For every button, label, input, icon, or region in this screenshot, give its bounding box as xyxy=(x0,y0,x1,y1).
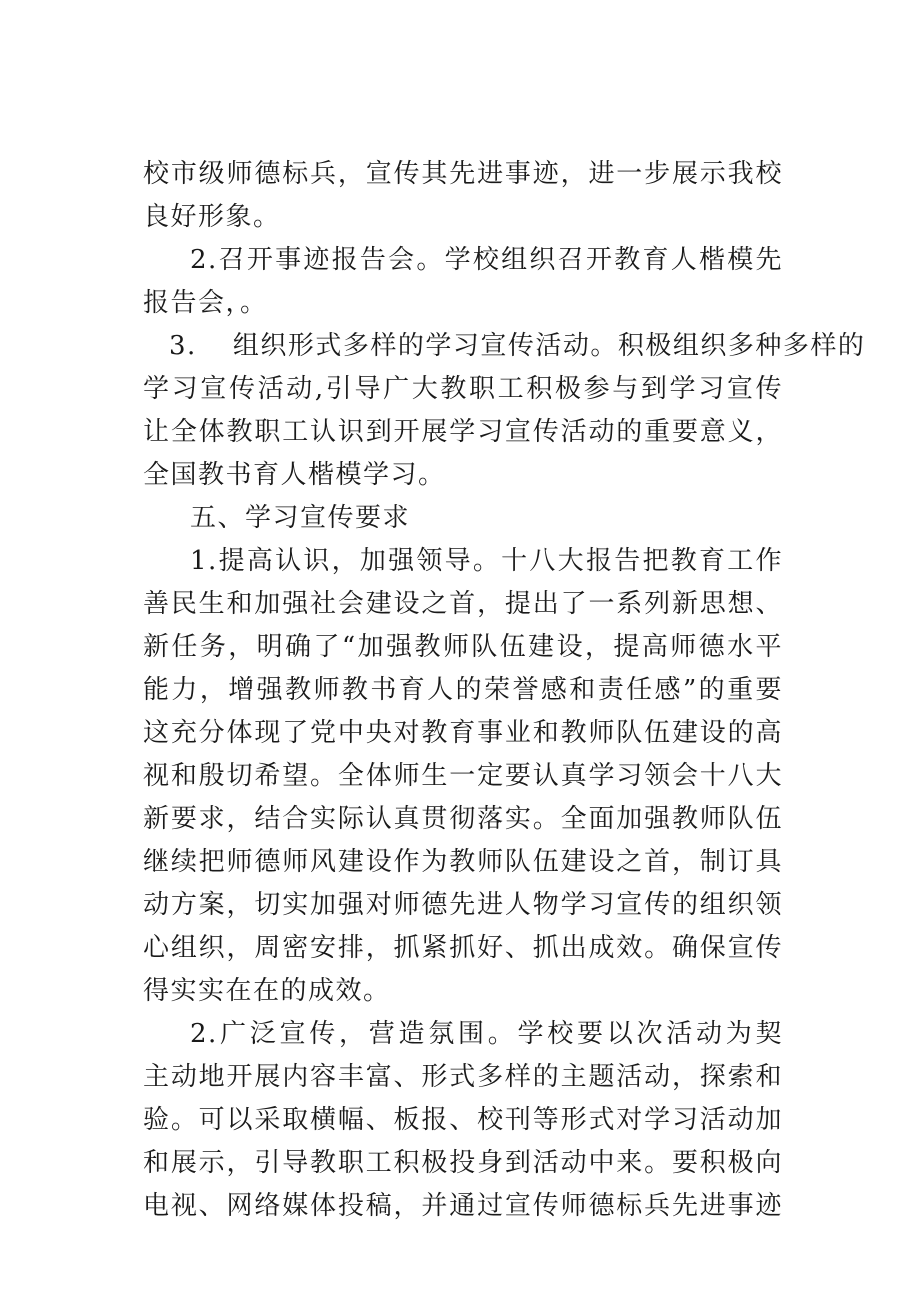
text-span: 组织形式多样的学习宣传活动。积极组织多种多样的 xyxy=(232,331,866,361)
text-line: 这充分体现了党中央对教育事业和教师队伍建设的高 xyxy=(143,718,783,748)
text-line: 2.召开事迹报告会。学校组织召开教育人楷模先 xyxy=(190,245,783,275)
text-line: 视和殷切希望。全体师生一定要认真学习领会十八大 xyxy=(143,761,783,791)
text-line: 能力，增强教师教书育人的荣誉感和责任感”的重要 xyxy=(143,675,783,705)
text-line: 电视、网络媒体投稿，并通过宣传师德标兵先进事迹 xyxy=(143,1191,783,1221)
heading-line: 五、学习宣传要求 xyxy=(190,503,411,533)
text-line: 和展示，引导教职工积极投身到活动中来。要积极向 xyxy=(143,1148,783,1178)
text-line: 得实实在在的成效。 xyxy=(143,976,391,1006)
text-line: 新要求，结合实际认真贯彻落实。全面加强教师队伍 xyxy=(143,804,783,834)
text-line: 心组织，周密安排，抓紧抓好、抓出成效。确保宣传 xyxy=(143,933,783,963)
text-line: 良好形象。 xyxy=(143,202,281,232)
paragraph-publicity xyxy=(143,1013,783,1228)
paragraph-activities xyxy=(143,325,866,497)
paragraph-awareness xyxy=(143,540,783,1013)
paragraph-continued xyxy=(143,153,783,239)
text-line: 校市级师德标兵，宣传其先进事迹，进一步展示我校 xyxy=(143,159,783,189)
text-line: 验。可以采取横幅、板报、校刊等形式对学习活动加 xyxy=(143,1105,783,1135)
text-line: 学习宣传活动,引导广大教职工积极参与到学习宣传 xyxy=(143,374,783,404)
text-line: 善民生和加强社会建设之首，提出了一系列新思想、 xyxy=(143,589,783,619)
text-line: 主动地开展内容丰富、形式多样的主题活动，探索和 xyxy=(143,1062,783,1092)
text-line: 1.提高认识，加强领导。十八大报告把教育工作 xyxy=(190,546,783,576)
text-line: 2.广泛宣传，营造氛围。学校要以次活动为契 xyxy=(190,1019,783,1049)
text-line: 继续把师德师风建设作为教师队伍建设之首，制订具 xyxy=(143,847,783,877)
text-line: 全国教书育人楷模学习。 xyxy=(143,460,446,490)
paragraph-report-meeting xyxy=(143,239,783,325)
section-heading xyxy=(143,497,783,540)
text-line: 动方案，切实加强对师德先进人物学习宣传的组织领 xyxy=(143,890,783,920)
text-line xyxy=(143,325,866,368)
text-line: 让全体教职工认识到开展学习宣传活动的重要意义， xyxy=(143,417,783,447)
document-page xyxy=(143,153,866,1228)
item-number: 3. xyxy=(169,331,197,361)
text-line: 报告会，。 xyxy=(143,288,268,318)
text-line: 新任务，明确了“加强教师队伍建设，提高师德水平 xyxy=(143,632,783,662)
